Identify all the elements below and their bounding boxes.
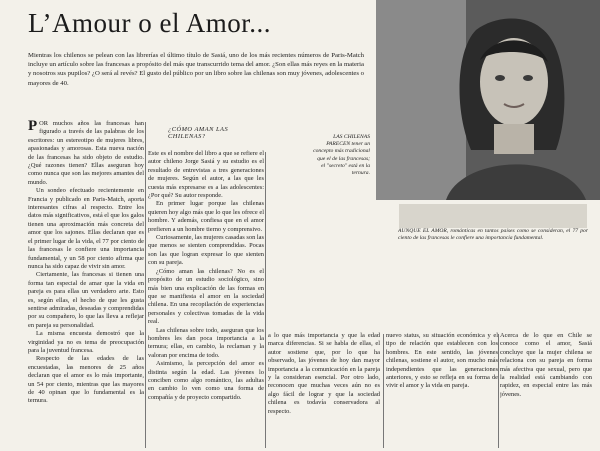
paragraph: Asimismo, la percepción del amor es distinta según la edad. Las jóvenes lo conciben como algo romántico, las adultas en cambio lo ven como una forma de compañía y de proyecto compartido. [148, 360, 264, 401]
article-title: L’Amour o el Amor... [28, 8, 271, 38]
column-divider [265, 152, 266, 448]
paragraph: Curiosamente, las mujeres casadas son las que menos se sienten comprendidas. Pocas son las que logran expresar lo que sienten con su pareja. [148, 234, 264, 267]
section-subhead: ¿CÓMO AMAN LAS CHILENAS? [168, 126, 229, 140]
paragraph: Las chilenas sobre todo, aseguran que los hombres les dan poca importancia a la ternura; ellas, en cambio, la reclaman y la valoran por encima de todo. [148, 326, 264, 359]
column-divider [498, 334, 499, 448]
column-divider [145, 122, 146, 448]
photo-caption-bottom: AUNQUE EL AMOR, románticas en tantos países como se consideran, el 77 por ciento de las francesas le confiere una importancia fundamental. [398, 228, 588, 254]
paragraph: Respecto de las edades de las encuestadas, las menores de 25 años declaran que el amor es lo más importante, un 54 por ciento, mientras que las mayores de 40 opinan que lo fundamental es la ternura. [28, 355, 144, 405]
text-column-3 [268, 332, 380, 448]
column-divider [383, 334, 384, 448]
paragraph: ¿Cómo aman las chilenas? No es el propósito de un estudio sociológico, sino más bien una explicación de las formas en que se manifiesta el amor en la sociedad chilena. En una recopilación de experiencias personales y colectivas tomadas de la vida real. [148, 267, 264, 326]
paragraph: nuevo status, su situación económica y el tipo de relación que establecen con los hombres. En este sentido, las jóvenes chilenas, sostiene el autor, son mucho más independientes que las generaciones anteriores, y esto se refleja en su forma de vivir el amor y la vida en pareja. [386, 332, 498, 390]
text-column-5 [500, 332, 592, 448]
photo-caption-top: LAS CHILENAS PARECEN tener un concepto más tradicional que el de las francesas; el "secreto" está en la ternura. [313, 134, 370, 177]
paragraph: Este es el nombre del libro a que se refiere el autor chileno Jorge Sasiá y su estudio es el resultado de entrevistas a tres generaciones de mujeres. Según el autor, a las que les cuesta más expresarse es a las adolescentes: ¿Por qué? Su autor responde. [148, 150, 264, 200]
text-column-1 [28, 120, 144, 448]
paragraph: a lo que más importancia y que la edad marca diferencias. Si se habla de ellas, el autor sostiene que, por lo que ha observado, las jóvenes de hoy dan mayor importancia a la comunicación en la pareja y la consideran esencial. Por otro lado, reconocen que muchas veces aún no es algo fácil de lograr y que la sociedad chilena es todavía conservadora al respecto. [268, 332, 380, 415]
paragraph: Un sondeo efectuado recientemente en Francia y publicado en Paris-Match, aporta interesantes cifras al respecto. Entre los datos más significativos, está el que los galos tienen una aproximación más concreta del amor que los sajones. Ellas declaran que es el primer lugar de la vida, el 77 por ciento de las francesas le confiere una importancia fundamental, y un 58 por ciento afirma que nunca ha sido capaz de vivir sin amor. [28, 187, 144, 270]
paragraph: La misma encuesta demostró que la virginidad ya no es tema de preocupación para la juventud francesa. [28, 330, 144, 354]
text-column-4 [386, 332, 498, 448]
article-lead: Mientras los chilenos se pelean con las librerías el último título de Sasiá, uno de los más recientes números de Paris-Match incluye un artículo sobre las francesas a propósito del más que transcurrido tema del amor. ¿Son ellas más reyes en la materia y nosotros sus pupilos? ¿O será al revés? El gusto del público por un libro sobre las chilenas son muy jóvenes, adolescentes o mayores de 40. [28, 52, 364, 87]
paragraph: Ciertamente, las francesas si tienen una forma tan especial de amar que la vida en pareja es para ellas un verdadero arte. Esto es, según ellas, el hecho de que les gusta sentirse admiradas, deseadas y comprendidas por su compañero, lo que las lleva a reflejar en pareja su personalidad. [28, 271, 144, 329]
text-column-2 [148, 150, 264, 448]
paragraph: Acerca de lo que en Chile se conoce como el amor, Sasiá concluye que la mujer chilena se relaciona con su pareja en forma más afectiva que sexual, pero que la realidad está cambiando con rapidez, en especial entre las más jóvenes. [500, 332, 592, 398]
drop-cap: P [28, 120, 38, 134]
paragraph: En primer lugar porque las chilenas quieren hoy algo más que lo que les ofrece el hombre. Y además, confiesa que en el amor prefieren a un hombre tierno y comprensivo. [148, 200, 264, 233]
portrait-photo [376, 0, 600, 200]
paragraph: OR muchos años las francesas han figurado a través de las palabras de los escritores: un estereotipo de mujeres libres, apasionadas y amorosas. Esta nueva nación de las francesas ha sido objeto de estudio. ¿Qué razones tienen? Ellas aseguran hoy como nunca que son las mejores amantes del mundo. [28, 120, 144, 186]
